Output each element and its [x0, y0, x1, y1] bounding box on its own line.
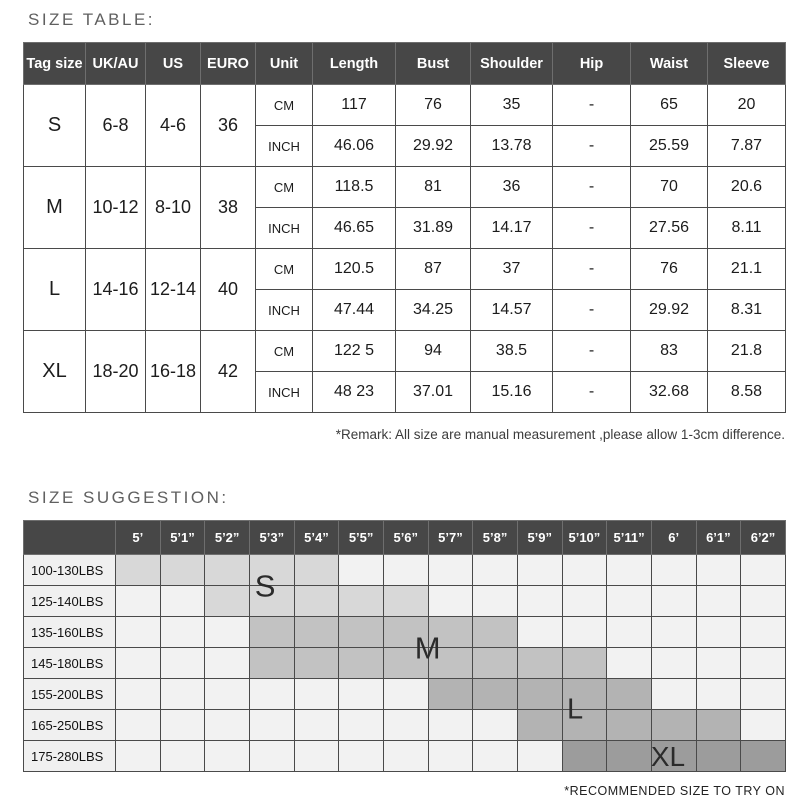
zone-label: S: [254, 568, 276, 604]
suggestion-cell: [205, 586, 250, 617]
measurement-cell: 38.5: [471, 331, 553, 372]
weight-label-cell: 175-280LBS: [24, 741, 116, 772]
size-table-header-row: [24, 43, 786, 85]
euro-cell: 42: [201, 331, 256, 413]
size-table-head: [24, 43, 786, 85]
recommend-footnote: *RECOMMENDED SIZE TO TRY ON: [564, 784, 785, 798]
height-header-cell: 5’: [116, 521, 161, 555]
measurement-cell: 20.6: [708, 167, 786, 208]
height-header-cell: 5’9”: [517, 521, 562, 555]
suggestion-cell: [294, 648, 339, 679]
weight-label-cell: 100-130LBS: [24, 555, 116, 586]
suggestion-cell: [205, 617, 250, 648]
unit-cell: INCH: [256, 126, 313, 167]
size-suggestion-body: [24, 555, 786, 772]
suggestion-cell: [741, 679, 786, 710]
suggestion-cell: [696, 679, 741, 710]
suggestion-cell: [696, 710, 741, 741]
suggestion-cell: [249, 586, 294, 617]
suggestion-cell: [339, 679, 384, 710]
suggestion-cell: [249, 555, 294, 586]
height-header-cell: 6’: [651, 521, 696, 555]
suggestion-cell: [116, 555, 161, 586]
tag-size-cell: M: [24, 167, 86, 249]
size-table-row: [24, 167, 786, 208]
suggestion-cell: [651, 586, 696, 617]
suggestion-cell: [428, 555, 473, 586]
ukau-cell: 10-12: [86, 167, 146, 249]
ukau-cell: 14-16: [86, 249, 146, 331]
size-table-header-cell: Waist: [631, 43, 708, 85]
suggestion-cell: [383, 555, 428, 586]
suggestion-cell: [607, 710, 652, 741]
suggestion-cell: [294, 617, 339, 648]
suggestion-cell: [339, 555, 384, 586]
measurement-cell: 117: [313, 85, 396, 126]
suggestion-cell: [517, 555, 562, 586]
measurement-cell: 20: [708, 85, 786, 126]
height-header-cell: 6’2”: [741, 521, 786, 555]
measurement-cell: 76: [396, 85, 471, 126]
suggestion-cell: [607, 679, 652, 710]
us-cell: 16-18: [146, 331, 201, 413]
suggestion-cell: [160, 555, 205, 586]
suggestion-cell: [651, 648, 696, 679]
suggestion-cell: [383, 617, 428, 648]
suggestion-row: [24, 617, 786, 648]
suggestion-cell: [428, 586, 473, 617]
height-header-cell: 5’4”: [294, 521, 339, 555]
suggestion-cell: [339, 648, 384, 679]
suggestion-cell: [473, 617, 518, 648]
suggestion-cell: [249, 741, 294, 772]
suggestion-cell: [741, 586, 786, 617]
unit-cell: CM: [256, 167, 313, 208]
suggestion-cell: [160, 648, 205, 679]
measurement-cell: 27.56: [631, 208, 708, 249]
suggestion-cell: [383, 741, 428, 772]
height-header-cell: 5’7”: [428, 521, 473, 555]
suggestion-cell: [428, 741, 473, 772]
unit-cell: INCH: [256, 372, 313, 413]
suggestion-cell: [428, 617, 473, 648]
suggestion-cell: [741, 710, 786, 741]
measurement-cell: 29.92: [631, 290, 708, 331]
height-header-cell: 5’1”: [160, 521, 205, 555]
measurement-cell: -: [553, 249, 631, 290]
size-suggestion-wrap: [23, 520, 785, 772]
size-suggestion-title: SIZE SUGGESTION:: [28, 488, 229, 507]
measurement-cell: 37: [471, 249, 553, 290]
ukau-cell: 6-8: [86, 85, 146, 167]
size-table-header-cell: EURO: [201, 43, 256, 85]
suggestion-cell: [339, 586, 384, 617]
suggestion-cell: [428, 648, 473, 679]
measurement-cell: -: [553, 167, 631, 208]
suggestion-cell: [249, 679, 294, 710]
suggestion-cell: [294, 586, 339, 617]
suggestion-cell: [205, 679, 250, 710]
us-cell: 12-14: [146, 249, 201, 331]
measurement-cell: 83: [631, 331, 708, 372]
measurement-cell: 94: [396, 331, 471, 372]
suggestion-cell: [383, 679, 428, 710]
suggestion-row: [24, 679, 786, 710]
measurement-cell: -: [553, 290, 631, 331]
zone-label: L: [566, 693, 584, 726]
measurement-cell: 8.31: [708, 290, 786, 331]
suggestion-cell: [607, 555, 652, 586]
size-table-row: [24, 331, 786, 372]
suggestion-cell: [607, 586, 652, 617]
suggestion-cell: [160, 679, 205, 710]
measurement-cell: -: [553, 126, 631, 167]
suggestion-cell: [249, 710, 294, 741]
suggestion-cell: [517, 617, 562, 648]
weight-label-cell: 145-180LBS: [24, 648, 116, 679]
unit-cell: CM: [256, 85, 313, 126]
size-suggestion-header-row: [24, 521, 786, 555]
suggestion-cell: [428, 679, 473, 710]
measurement-cell: 36: [471, 167, 553, 208]
measurement-cell: -: [553, 331, 631, 372]
measurement-cell: 46.65: [313, 208, 396, 249]
suggestion-cell: [696, 586, 741, 617]
measurement-cell: 35: [471, 85, 553, 126]
suggestion-cell: [562, 741, 607, 772]
suggestion-cell: [473, 648, 518, 679]
height-header-cell: 5’6”: [383, 521, 428, 555]
suggestion-cell: [160, 586, 205, 617]
size-table-remark: *Remark: All size are manual measurement ,please allow 1-3cm difference.: [335, 427, 785, 442]
size-table-header-cell: Unit: [256, 43, 313, 85]
measurement-cell: 118.5: [313, 167, 396, 208]
suggestion-cell: [294, 679, 339, 710]
suggestion-cell: [249, 617, 294, 648]
measurement-cell: 65: [631, 85, 708, 126]
measurement-cell: -: [553, 85, 631, 126]
suggestion-cell: [473, 710, 518, 741]
suggestion-cell: [741, 741, 786, 772]
ukau-cell: 18-20: [86, 331, 146, 413]
tag-size-cell: S: [24, 85, 86, 167]
suggestion-cell: [116, 679, 161, 710]
size-suggestion-table: [23, 520, 786, 772]
height-header-cell: 5’2”: [205, 521, 250, 555]
size-table-header-cell: Shoulder: [471, 43, 553, 85]
suggestion-row: [24, 586, 786, 617]
suggestion-row: [24, 710, 786, 741]
size-table-header-cell: Hip: [553, 43, 631, 85]
suggestion-cell: [294, 555, 339, 586]
suggestion-cell: [741, 648, 786, 679]
suggestion-cell: [517, 679, 562, 710]
measurement-cell: 29.92: [396, 126, 471, 167]
measurement-cell: 14.57: [471, 290, 553, 331]
size-table-header-cell: US: [146, 43, 201, 85]
tag-size-cell: XL: [24, 331, 86, 413]
measurement-cell: 34.25: [396, 290, 471, 331]
suggestion-cell: [383, 710, 428, 741]
measurement-cell: 37.01: [396, 372, 471, 413]
suggestion-cell: [294, 741, 339, 772]
corner-header-cell: [24, 521, 116, 555]
measurement-cell: 8.11: [708, 208, 786, 249]
suggestion-cell: [428, 710, 473, 741]
suggestion-cell: [116, 741, 161, 772]
height-header-cell: 5’3”: [249, 521, 294, 555]
measurement-cell: 15.16: [471, 372, 553, 413]
unit-cell: INCH: [256, 290, 313, 331]
suggestion-cell: [473, 679, 518, 710]
unit-cell: CM: [256, 249, 313, 290]
measurement-cell: 47.44: [313, 290, 396, 331]
weight-label-cell: 165-250LBS: [24, 710, 116, 741]
measurement-cell: 81: [396, 167, 471, 208]
measurement-cell: 13.78: [471, 126, 553, 167]
suggestion-cell: [205, 555, 250, 586]
zone-label: XL: [650, 740, 686, 772]
height-header-cell: 5’10”: [562, 521, 607, 555]
size-table-header-cell: Bust: [396, 43, 471, 85]
size-table-header-cell: Sleeve: [708, 43, 786, 85]
size-table-header-cell: UK/AU: [86, 43, 146, 85]
suggestion-cell: [116, 710, 161, 741]
measurement-cell: 31.89: [396, 208, 471, 249]
measurement-cell: 48 23: [313, 372, 396, 413]
euro-cell: 38: [201, 167, 256, 249]
us-cell: 8-10: [146, 167, 201, 249]
suggestion-cell: [517, 710, 562, 741]
measurement-cell: 122 5: [313, 331, 396, 372]
zone-label: M: [414, 630, 441, 666]
measurement-cell: 46.06: [313, 126, 396, 167]
suggestion-cell: [651, 617, 696, 648]
size-table-header-cell: Length: [313, 43, 396, 85]
measurement-cell: 14.17: [471, 208, 553, 249]
measurement-cell: 21.8: [708, 331, 786, 372]
size-table-row: [24, 85, 786, 126]
measurement-cell: 87: [396, 249, 471, 290]
weight-label-cell: 155-200LBS: [24, 679, 116, 710]
suggestion-cell: [607, 741, 652, 772]
measurement-cell: 32.68: [631, 372, 708, 413]
suggestion-cell: [473, 741, 518, 772]
suggestion-cell: [205, 648, 250, 679]
suggestion-cell: [741, 617, 786, 648]
suggestion-cell: [562, 648, 607, 679]
suggestion-cell: [651, 741, 696, 772]
suggestion-cell: [562, 617, 607, 648]
suggestion-cell: [696, 555, 741, 586]
measurement-cell: 76: [631, 249, 708, 290]
suggestion-cell: [383, 586, 428, 617]
measurement-cell: -: [553, 372, 631, 413]
suggestion-cell: [383, 648, 428, 679]
suggestion-cell: [116, 648, 161, 679]
unit-cell: CM: [256, 331, 313, 372]
size-table-body: [24, 85, 786, 413]
size-table: [23, 42, 786, 413]
measurement-cell: 21.1: [708, 249, 786, 290]
measurement-cell: 70: [631, 167, 708, 208]
suggestion-cell: [249, 648, 294, 679]
suggestion-cell: [696, 741, 741, 772]
suggestion-cell: [339, 741, 384, 772]
measurement-cell: 120.5: [313, 249, 396, 290]
us-cell: 4-6: [146, 85, 201, 167]
measurement-cell: -: [553, 208, 631, 249]
suggestion-cell: [160, 617, 205, 648]
suggestion-cell: [517, 586, 562, 617]
suggestion-cell: [607, 648, 652, 679]
suggestion-cell: [205, 741, 250, 772]
suggestion-row: [24, 648, 786, 679]
suggestion-cell: [562, 586, 607, 617]
weight-label-cell: 135-160LBS: [24, 617, 116, 648]
suggestion-cell: [651, 710, 696, 741]
unit-cell: INCH: [256, 208, 313, 249]
suggestion-cell: [741, 555, 786, 586]
euro-cell: 36: [201, 85, 256, 167]
suggestion-cell: [116, 617, 161, 648]
suggestion-cell: [651, 555, 696, 586]
suggestion-row: [24, 555, 786, 586]
suggestion-cell: [562, 555, 607, 586]
suggestion-cell: [562, 710, 607, 741]
size-table-row: [24, 249, 786, 290]
tag-size-cell: L: [24, 249, 86, 331]
suggestion-cell: [339, 710, 384, 741]
suggestion-cell: [205, 710, 250, 741]
suggestion-cell: [294, 710, 339, 741]
suggestion-cell: [696, 617, 741, 648]
weight-label-cell: 125-140LBS: [24, 586, 116, 617]
suggestion-cell: [562, 679, 607, 710]
suggestion-cell: [651, 679, 696, 710]
suggestion-cell: [517, 741, 562, 772]
measurement-cell: 8.58: [708, 372, 786, 413]
suggestion-cell: [607, 617, 652, 648]
height-header-cell: 6’1”: [696, 521, 741, 555]
height-header-cell: 5’5”: [339, 521, 384, 555]
measurement-cell: 7.87: [708, 126, 786, 167]
suggestion-cell: [517, 648, 562, 679]
suggestion-cell: [160, 710, 205, 741]
measurement-cell: 25.59: [631, 126, 708, 167]
suggestion-row: [24, 741, 786, 772]
size-suggestion-head: [24, 521, 786, 555]
euro-cell: 40: [201, 249, 256, 331]
suggestion-cell: [339, 617, 384, 648]
suggestion-cell: [160, 741, 205, 772]
height-header-cell: 5’11”: [607, 521, 652, 555]
suggestion-cell: [473, 555, 518, 586]
suggestion-cell: [473, 586, 518, 617]
size-table-header-cell: Tag size: [24, 43, 86, 85]
suggestion-cell: [696, 648, 741, 679]
suggestion-cell: [116, 586, 161, 617]
height-header-cell: 5’8”: [473, 521, 518, 555]
size-table-title: SIZE TABLE:: [28, 10, 156, 29]
